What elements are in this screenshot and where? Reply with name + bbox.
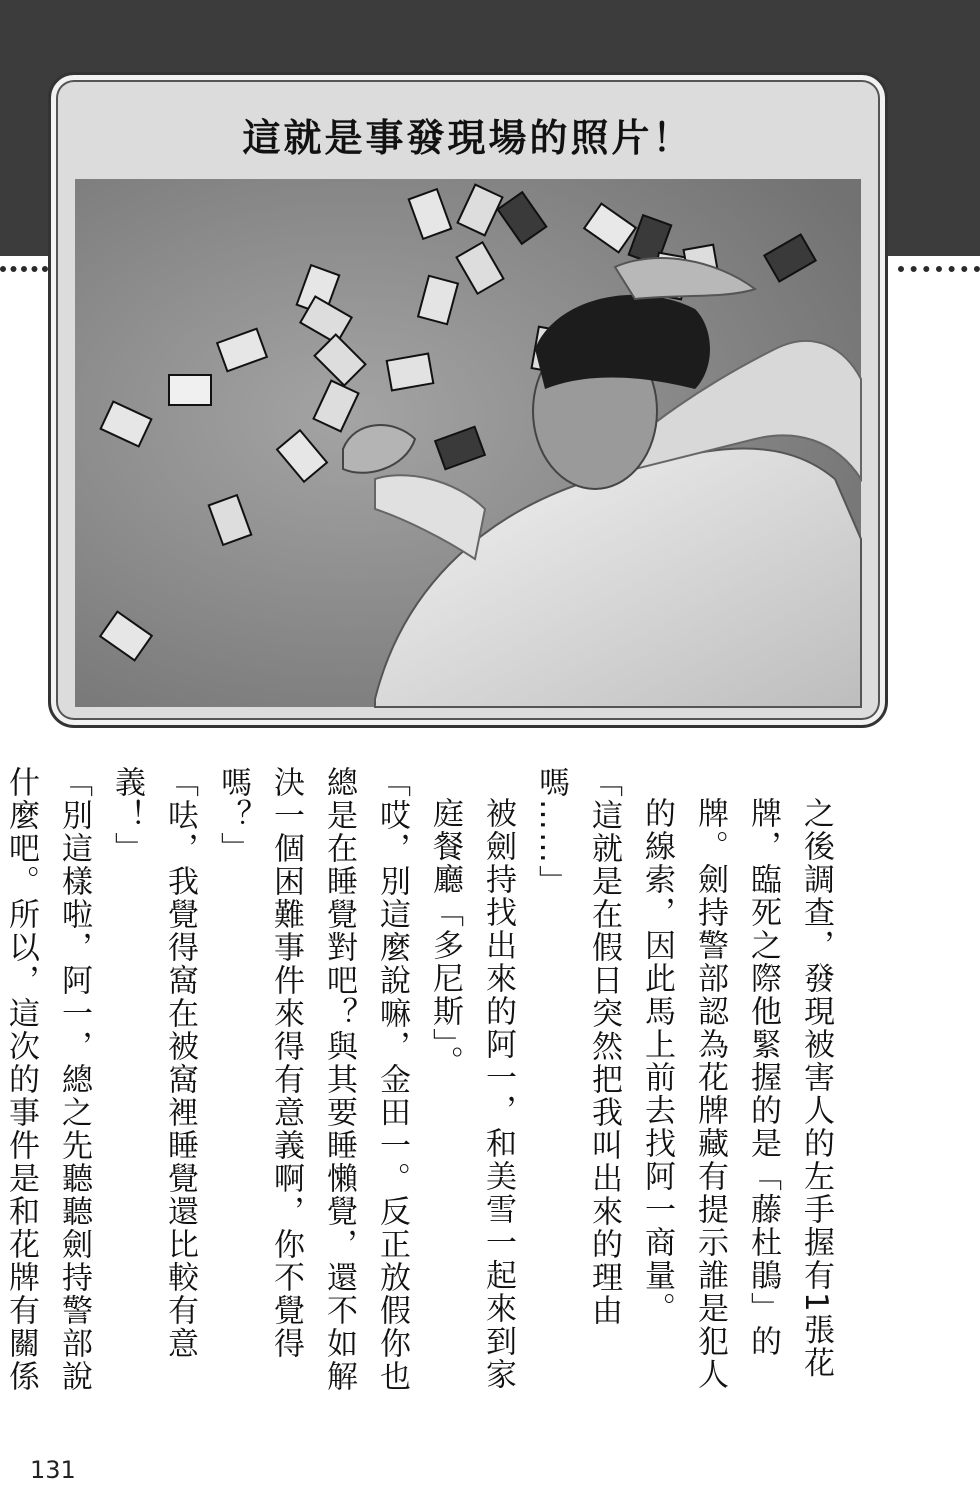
dotted-rule-left (0, 266, 48, 272)
page-number: 131 (30, 1456, 76, 1484)
body-text (3, 766, 842, 1406)
photo-panel (48, 72, 888, 728)
paragraph: 「這就是在假日突然把我叫出來的理由嗎……」 (533, 766, 622, 1327)
paragraph: 被劍持找出來的阿一，和美雪一起來到家庭餐廳「多尼斯」。 (427, 797, 516, 1391)
crime-scene-photo (75, 179, 861, 707)
crime-scene-photo-illustration (75, 179, 861, 707)
dotted-rule-right (898, 266, 980, 272)
paragraph: 「呿，我覺得窩在被窩裡睡覺還比較有意義！」 (109, 766, 198, 1360)
panel-title: 這就是事發現場的照片！ (242, 116, 694, 160)
paragraph: 之後調查，發現被害人的左手握有1張花牌，臨死之際他緊握的是「藤杜鵑」的牌。劍持警部認為花牌藏有提示誰是犯人的線索，因此馬上前去找阿一商量。 (639, 797, 834, 1391)
paragraph: 「別這樣啦，阿一，總之先聽聽劍持警部說什麼吧。所以，這次的事件是和花牌有關係 (3, 766, 92, 1393)
paragraph: 「哎，別這麼說嘛，金田一。反正放假你也總是在睡覺對吧？與其要睡懶覺，還不如解決一個困難事件來得有意義啊，你不覺得嗎？」 (215, 766, 410, 1393)
